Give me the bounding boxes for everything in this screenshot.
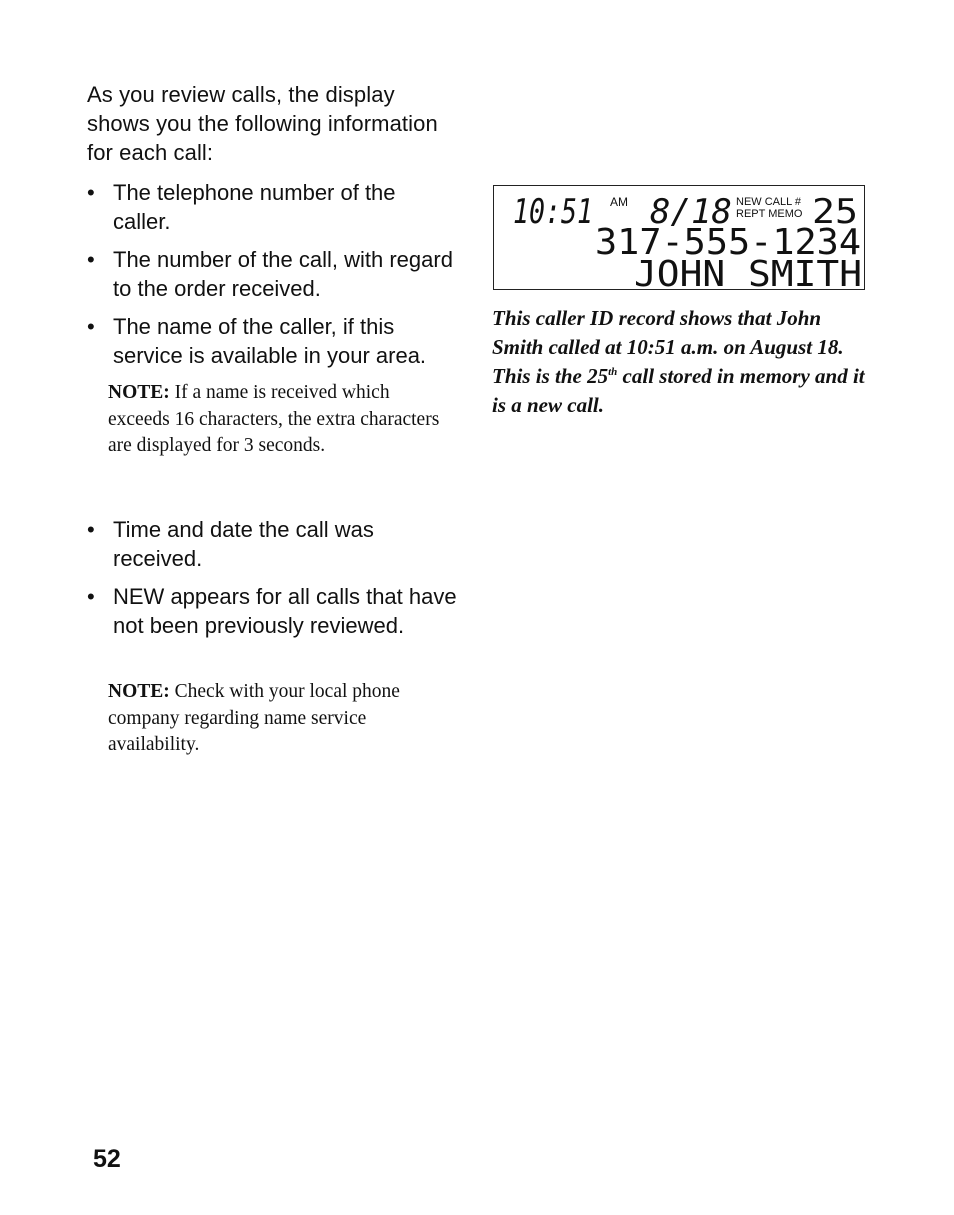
list-item-text: The number of the call, with regard to the order received.	[113, 247, 453, 301]
list-item-text: The telephone number of the caller.	[113, 180, 396, 234]
note-label: NOTE:	[108, 382, 170, 403]
bullet-icon: •	[87, 517, 95, 542]
lcd-date: 8/18	[650, 192, 732, 232]
lcd-phone-number: 317-555-1234	[595, 222, 861, 263]
figure-caption	[492, 304, 867, 420]
caller-id-display	[493, 185, 865, 290]
note-text: If a name is received which exceeds 16 characters, the extra characters are displayed for 3 seconds.	[108, 382, 440, 456]
bullet-icon: •	[87, 314, 95, 339]
note-text: Check with your local phone company regarding name service availability.	[108, 681, 400, 755]
lcd-rept-memo-label: REPT MEMO	[736, 208, 803, 220]
list-item-text: Time and date the call was received.	[113, 517, 374, 571]
bullet-icon: •	[87, 584, 95, 609]
bullet-list-info-continued	[87, 515, 457, 649]
note-label: NOTE:	[108, 681, 170, 702]
list-item	[87, 582, 457, 640]
list-item-text: NEW appears for all calls that have not been previously reviewed.	[113, 584, 457, 638]
page-number: 52	[93, 1145, 121, 1173]
lcd-call-number: 25	[812, 192, 858, 232]
list-item-text: The name of the caller, if this service is available in your area.	[113, 314, 427, 368]
note-service-availability	[108, 679, 448, 759]
caption-text: This caller ID record shows that John Smith called at 10:51 a.m. on August 18. This is the 25	[492, 306, 844, 388]
caption-superscript: th	[608, 366, 618, 378]
list-item	[87, 515, 457, 573]
bullet-list-info	[87, 178, 457, 379]
list-item	[87, 312, 457, 370]
list-item	[87, 245, 457, 303]
lcd-screen	[494, 186, 866, 291]
lcd-am: AM	[610, 195, 628, 209]
bullet-icon: •	[87, 247, 95, 272]
lcd-caller-name: JOHN SMITH	[634, 254, 862, 291]
caption-text-end: call stored in memory and it is a new call.	[492, 364, 865, 417]
bullet-icon: •	[87, 180, 95, 205]
lcd-time: 10:51	[513, 192, 593, 232]
lcd-new-call-label: NEW CALL #	[736, 196, 802, 208]
list-item	[87, 178, 457, 236]
intro-paragraph: As you review calls, the display shows you the following information for each call:	[87, 82, 438, 165]
note-name-length	[108, 380, 448, 460]
